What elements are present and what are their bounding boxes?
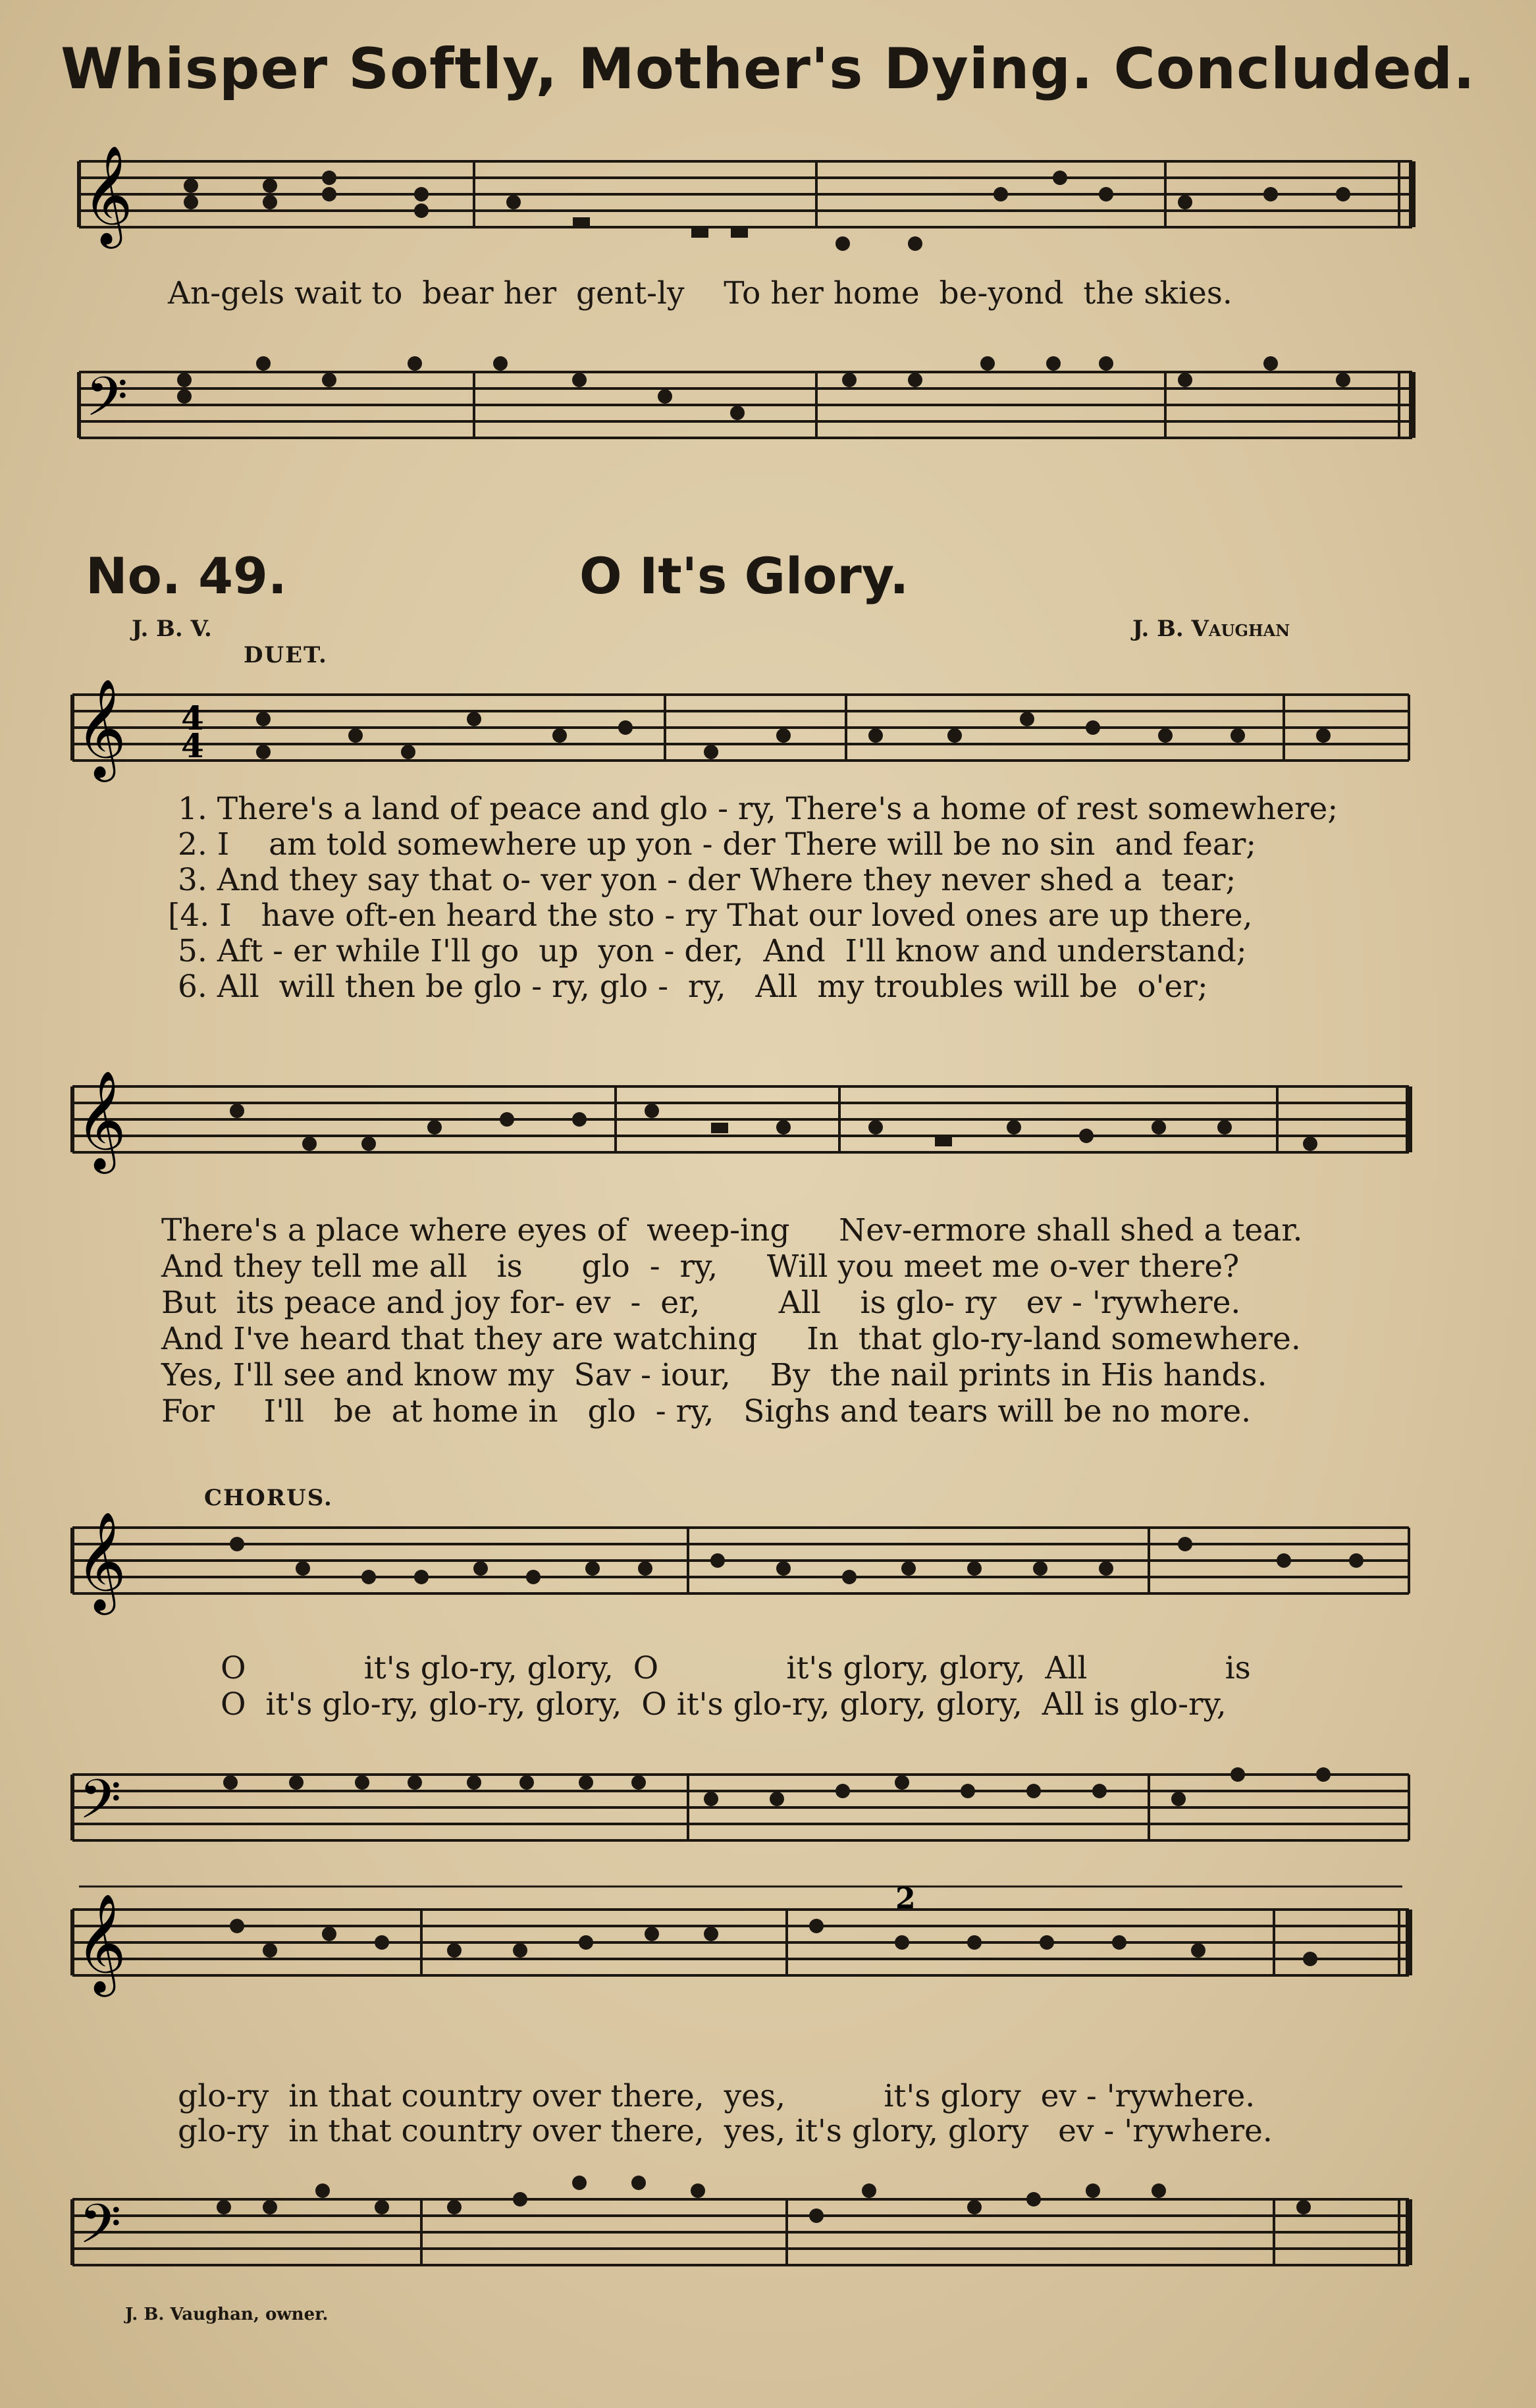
chorus-treble-staff-1 [0,1511,1536,1626]
chorus-lyric-1a: O it's glo-ry, glory, O it's glory, glory, All is [221,1650,1251,1686]
verse-refrain-line-4: And I've heard that they are watching In that glo-ry-land somewhere. [161,1321,1301,1357]
verse-refrain-line-5: Yes, I'll see and know my Sav - iour, By the nail prints in His hands. [161,1357,1267,1393]
svg-text:4: 4 [181,699,204,737]
song-title: O It's Glory. [579,547,909,605]
verse-refrain-line-2: And they tell me all is glo - ry, Will you meet me o-ver there? [161,1248,1240,1285]
duet-label: DUET. [244,642,328,668]
verse-refrain-line-6: For I'll be at home in glo - ry, Sighs and tears will be no more. [161,1393,1252,1430]
song-number: No. 49. [86,547,287,605]
verse-line-6: 6. All will then be glo - ry, glo - ry, All my troubles will be o'er; [178,969,1208,1005]
verse-line-3: 3. And they say that o- ver yon - der Where they never shed a tear; [178,862,1236,898]
svg-text:𝄞: 𝄞 [82,144,133,244]
chorus-treble-staff-2 [0,1883,1536,2015]
verse-refrain-line-1: There's a place where eyes of weep-ing Nev-ermore shall shed a tear. [161,1212,1303,1248]
chorus-lyric-2a: glo-ry in that country over there, yes, it's glory ev - 'rywhere. [178,2078,1256,2114]
svg-text:𝄢: 𝄢 [79,1767,122,1844]
volta-ending-number: 2 [895,1882,916,1915]
lyricist-credit: J. B. V. [132,616,212,642]
continued-song-title: Whisper Softly, Mother's Dying. Concluded. [61,36,1475,102]
svg-text:𝄞: 𝄞 [76,1511,126,1611]
duet-staff-2 [0,1070,1536,1182]
chorus-bass-staff-1 [0,1748,1536,1880]
composer-credit: J. B. Vaughan [1132,616,1290,642]
svg-text:𝄞: 𝄞 [76,1892,126,1993]
verse-refrain-line-3: But its peace and joy for- ev - er, All is glo- ry ev - 'rywhere. [161,1285,1241,1321]
chorus-bass-staff-2 [0,2166,1536,2298]
verse-line-1: 1. There's a land of peace and glo - ry, There's a home of rest somewhere; [178,791,1338,827]
verse-line-4: [4. I have oft-en heard the sto - ry That our loved ones are up there, [168,897,1253,934]
verse-line-2: 2. I am told somewhere up yon - der There will be no sin and fear; [178,826,1257,863]
svg-text:𝄢: 𝄢 [79,2192,122,2269]
svg-text:4: 4 [181,726,204,765]
top-system-treble-staff [0,144,1536,260]
duet-staff-1 [0,678,1536,790]
chorus-label: CHORUS. [204,1485,333,1511]
verse-line-5: 5. Aft - er while I'll go up yon - der, And I'll know and understand; [178,933,1247,969]
top-system-bass-staff [0,352,1536,464]
svg-text:𝄞: 𝄞 [76,1069,126,1169]
copyright-notice: J. B. Vaughan, owner. [125,2305,329,2324]
chorus-lyric-2b: glo-ry in that country over there, yes, it's glory, glory ev - 'rywhere. [178,2113,1273,2149]
top-system-lyric: An-gels wait to bear her gent-ly To her home be-yond the skies. [168,275,1232,311]
svg-text:𝄢: 𝄢 [86,365,128,442]
chorus-lyric-1b: O it's glo-ry, glo-ry, glory, O it's glo-ry, glory, glory, All is glo-ry, [221,1686,1227,1723]
svg-text:𝄞: 𝄞 [76,678,126,778]
